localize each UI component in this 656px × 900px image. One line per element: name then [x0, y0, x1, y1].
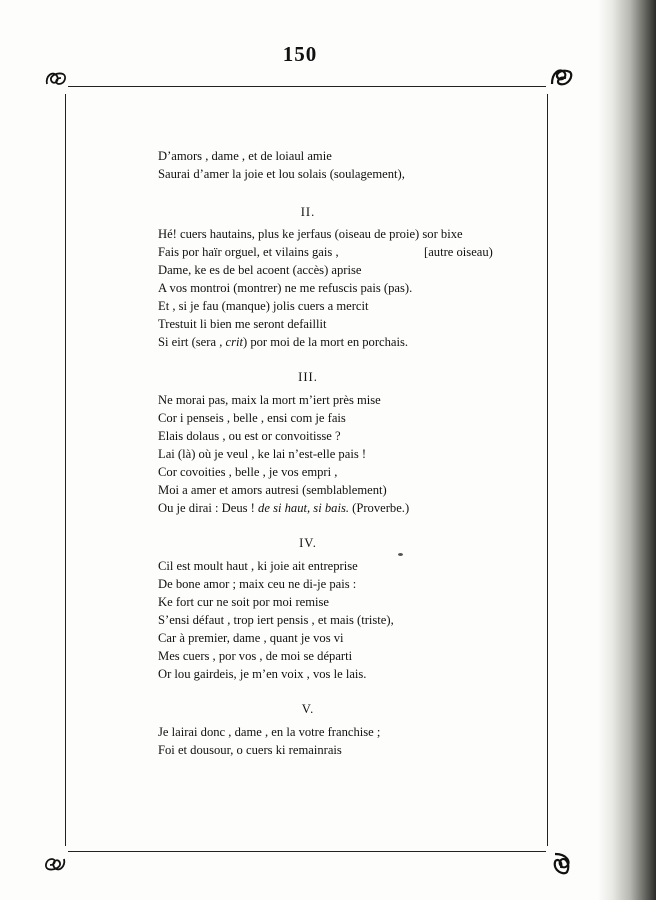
verse-line: Cor i penseis , belle , ensi com je fais [158, 411, 346, 425]
verse-line: Or lou gairdeis, je m’en voix , vos le lais. [158, 667, 367, 681]
stanza-heading: IV. [299, 536, 317, 550]
verse-line: Fais por haïr orguel, et vilains gais , [158, 245, 339, 259]
verse-line: Dame, ke es de bel acoent (accès) aprise [158, 263, 362, 277]
verse-line: Hé! cuers hautains, plus ke jerfaus (oiseau de proie) sor bixe [158, 227, 463, 241]
frame-left-rule [65, 94, 66, 846]
verse-line: Ke fort cur ne soit por moi remise [158, 595, 330, 609]
corner-flourish-icon [548, 64, 574, 90]
page-number: 150 [282, 42, 318, 66]
book-spine-shadow [598, 0, 656, 900]
marginal-gloss: [autre oiseau) [424, 245, 493, 259]
verse-line: Je lairai donc , dame , en la votre franchise ; [158, 725, 381, 739]
corner-flourish-icon [42, 851, 68, 877]
verse-line: Saurai d’amer la joie et lou solais (soulagement), [158, 167, 405, 181]
verse-line: S’ensi défaut , trop iert pensis , et mais (triste), [158, 613, 394, 627]
verse-line: Cor covoities , belle , je vos empri , [158, 465, 338, 479]
frame-top-rule [68, 86, 546, 87]
stanza-heading: V. [301, 702, 315, 716]
verse-line: Mes cuers , por vos , de moi se départi [158, 649, 353, 663]
verse-line: Cil est moult haut , ki joie ait entreprise [158, 559, 358, 573]
verse-line: Ne morai pas, maix la mort m’iert près mise [158, 393, 381, 407]
verse-line: De bone amor ; maix ceu ne di-je pais : [158, 577, 357, 591]
verse-line: Elais dolaus , ou est or convoitisse ? [158, 429, 341, 443]
corner-flourish-icon [549, 850, 575, 876]
stanza-heading: II. [300, 205, 316, 219]
verse-line: Et , si je fau (manque) jolis cuers a mercit [158, 299, 369, 313]
verse-line: Ou je dirai : Deus ! de si haut, si bais. (Proverbe.) [158, 501, 410, 515]
frame-right-rule [547, 94, 548, 846]
verse-line: D’amors , dame , et de loiaul amie [158, 149, 332, 163]
verse-line: Lai (là) où je veul , ke lai n’est-elle pais ! [158, 447, 367, 461]
verse-line: Si eirt (sera , crit) por moi de la mort en porchais. [158, 335, 409, 349]
verse-line: Car à premier, dame , quant je vos vi [158, 631, 344, 645]
verse-line: Foi et dousour, o cuers ki remainrais [158, 743, 342, 757]
verse-line: A vos montroi (montrer) ne me refuscis pais (pas). [158, 281, 413, 295]
verse-line: Moi a amer et amors autresi (semblablement) [158, 483, 387, 497]
stanza-heading: III. [298, 370, 318, 384]
corner-flourish-icon [43, 66, 69, 92]
ink-speck [398, 553, 403, 556]
verse-line: Trestuit li bien me seront defaillit [158, 317, 327, 331]
frame-bottom-rule [68, 851, 546, 852]
